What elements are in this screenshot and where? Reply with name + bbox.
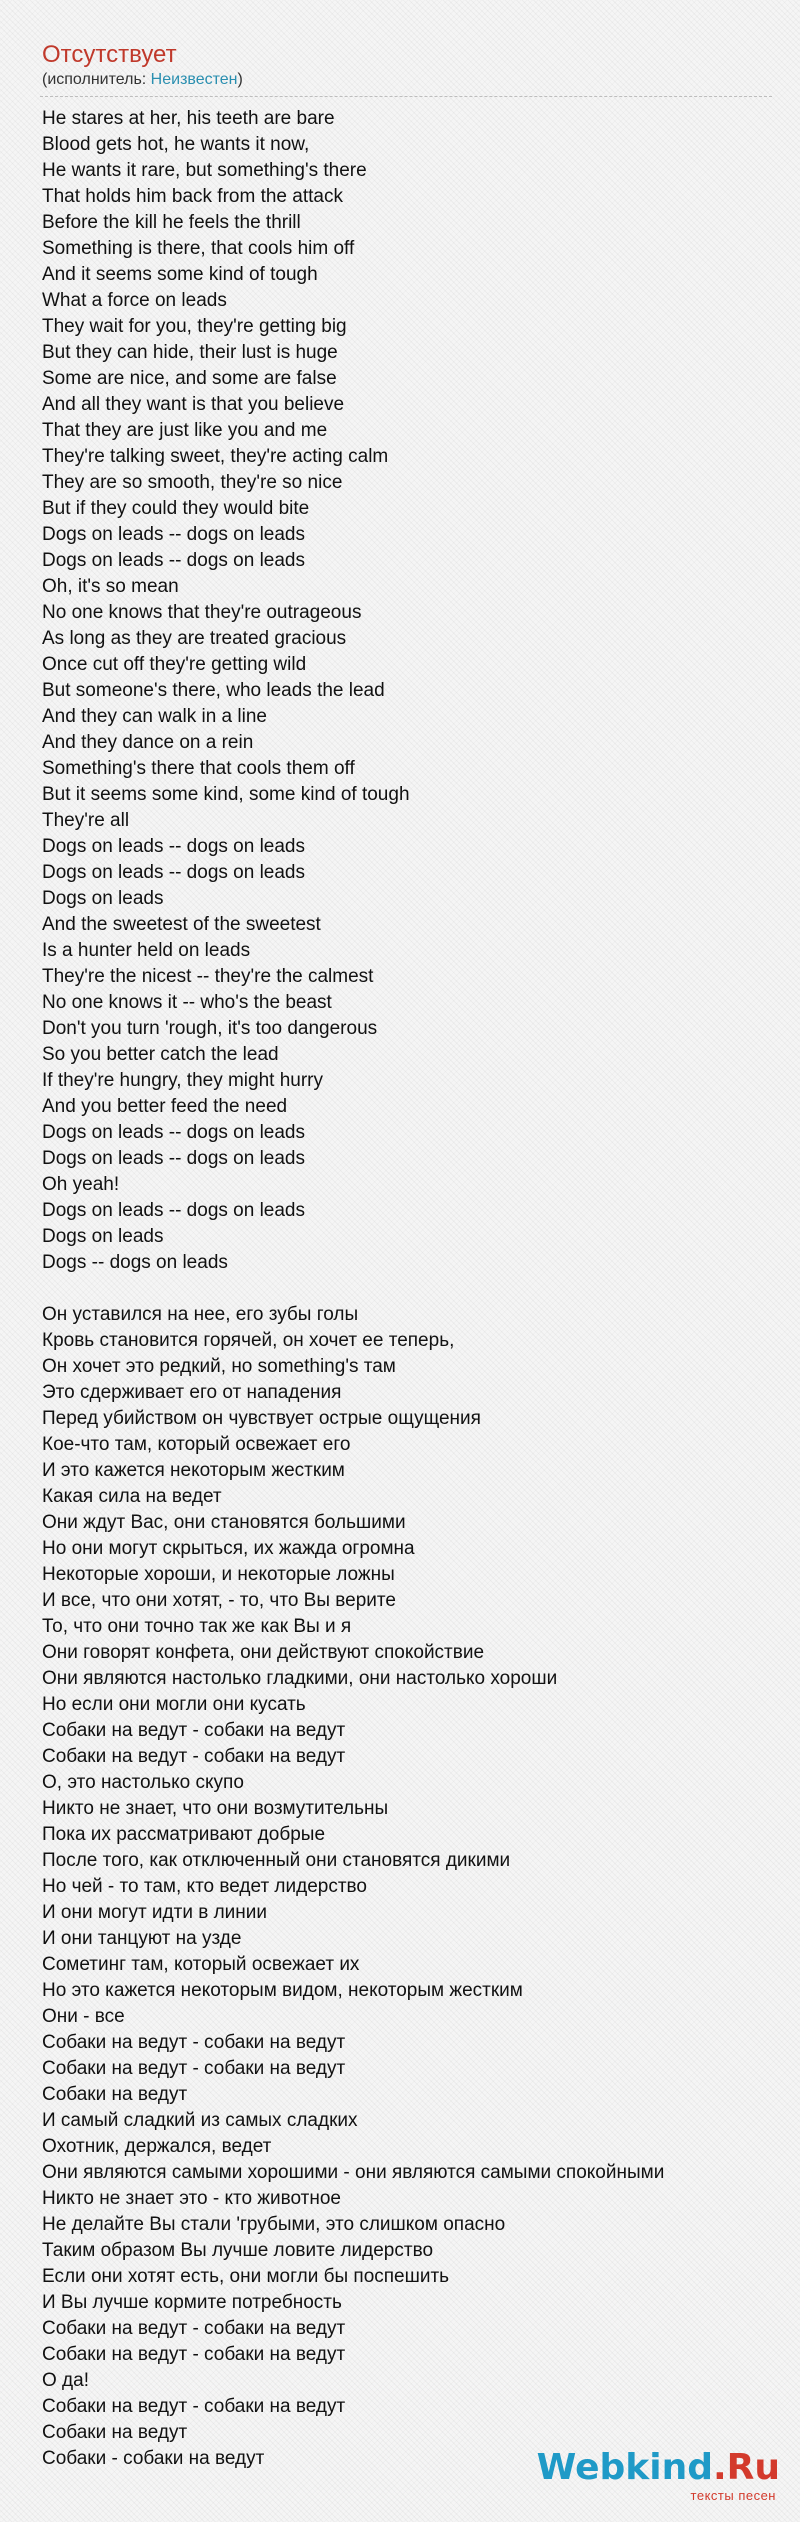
lyric-line: Собаки на ведут - собаки на ведут (42, 2344, 346, 2365)
lyric-line: But if they could they would bite (42, 498, 310, 519)
lyric-line: И Вы лучше кормите потребность (42, 2292, 342, 2313)
lyric-line: Something is there, that cools him off (42, 238, 355, 259)
lyric-line: Собаки на ведут - собаки на ведут (42, 1720, 346, 1741)
artist-suffix: ) (237, 71, 243, 88)
lyric-line: Собаки на ведут - собаки на ведут (42, 2318, 346, 2339)
lyric-line: Сометинг там, который освежает их (42, 1954, 360, 1975)
lyric-line: Кое-что там, который освежает его (42, 1434, 351, 1455)
lyric-line: Но это кажется некоторым видом, некоторым жестким (42, 1980, 523, 2001)
lyric-line: Охотник, держался, ведет (42, 2136, 272, 2157)
lyric-line: Собаки на ведут - собаки на ведут (42, 2058, 346, 2079)
lyric-line: После того, как отключенный они становятся дикими (42, 1850, 511, 1871)
lyric-line: He wants it rare, but something's there (42, 160, 367, 181)
lyric-line: Собаки на ведут (42, 2422, 188, 2443)
lyric-line: Dogs on leads -- dogs on leads (42, 862, 305, 883)
lyric-line: And you better feed the need (42, 1096, 288, 1117)
lyric-line: As long as they are treated gracious (42, 628, 347, 649)
lyric-line: Once cut off they're getting wild (42, 654, 307, 675)
lyric-line: What a force on leads (42, 290, 227, 311)
lyric-line: They're talking sweet, they're acting calm (42, 446, 389, 467)
lyric-line: And all they want is that you believe (42, 394, 345, 415)
lyric-line: Dogs on leads -- dogs on leads (42, 524, 305, 545)
lyric-line: Dogs on leads (42, 888, 164, 909)
lyric-line: They wait for you, they're getting big (42, 316, 347, 337)
lyric-line: Не делайте Вы стали 'грубыми, это слишком опасно (42, 2214, 506, 2235)
lyric-line: They're all (42, 810, 130, 831)
lyric-line: И самый сладкий из самых сладких (42, 2110, 358, 2131)
lyric-line: Dogs on leads -- dogs on leads (42, 1200, 305, 1221)
lyrics-russian (42, 1302, 772, 2472)
lyric-line: But they can hide, their lust is huge (42, 342, 338, 363)
lyric-line: Кровь становится горячей, он хочет ее теперь, (42, 1330, 455, 1351)
lyric-line: If they're hungry, they might hurry (42, 1070, 324, 1091)
lyric-line: Собаки на ведут - собаки на ведут (42, 2032, 346, 2053)
artist-link[interactable]: Неизвестен (150, 71, 238, 88)
lyric-line: И это кажется некоторым жестким (42, 1460, 345, 1481)
song-title: Отсутствует (42, 41, 177, 68)
lyric-line: Некоторые хороши, и некоторые ложны (42, 1564, 395, 1585)
lyric-line: Он уставился на нее, его зубы голы (42, 1304, 359, 1325)
lyric-line: Dogs on leads -- dogs on leads (42, 550, 305, 571)
lyric-line: Don't you turn 'rough, it's too dangerous (42, 1018, 378, 1039)
lyric-line: Это сдерживает его от нападения (42, 1382, 342, 1403)
artist-line (42, 70, 243, 90)
lyric-line: Если они хотят есть, они могли бы поспешить (42, 2266, 450, 2287)
lyric-line: То, что они точно так же как Вы и я (42, 1616, 352, 1637)
lyric-line: Собаки на ведут - собаки на ведут (42, 1746, 346, 1767)
lyric-line: No one knows it -- who's the beast (42, 992, 332, 1013)
lyric-line: Перед убийством он чувствует острые ощущения (42, 1408, 481, 1429)
lyric-line: And they can walk in a line (42, 706, 267, 727)
lyric-line: They are so smooth, they're so nice (42, 472, 343, 493)
lyric-line: Some are nice, and some are false (42, 368, 337, 389)
artist-prefix: (исполнитель: (42, 71, 151, 88)
lyric-line: Dogs -- dogs on leads (42, 1252, 228, 1273)
lyric-line: Они - все (42, 2006, 125, 2027)
lyric-line: И они могут идти в линии (42, 1902, 268, 1923)
lyric-line: И они танцуют на узде (42, 1928, 242, 1949)
lyric-line: Он хочет это редкий, но something's там (42, 1356, 396, 1377)
lyric-line: But someone's there, who leads the lead (42, 680, 385, 701)
lyric-line: Они ждут Вас, они становятся большими (42, 1512, 406, 1533)
lyric-line: Но чей - то там, кто ведет лидерство (42, 1876, 368, 1897)
lyric-line: Oh yeah! (42, 1174, 120, 1195)
lyric-line: Dogs on leads -- dogs on leads (42, 1148, 305, 1169)
lyric-line: Они являются самыми хорошими - они являются самыми спокойными (42, 2162, 665, 2183)
lyric-line: And they dance on a rein (42, 732, 254, 753)
lyric-line: Но если они могли они кусать (42, 1694, 306, 1715)
lyric-line: Blood gets hot, he wants it now, (42, 134, 310, 155)
lyric-line: Но они могут скрыться, их жажда огромна (42, 1538, 415, 1559)
stanza-gap (42, 1276, 772, 1302)
lyric-line: О да! (42, 2370, 89, 2391)
lyric-line: No one knows that they're outrageous (42, 602, 362, 623)
lyric-line: And the sweetest of the sweetest (42, 914, 321, 935)
lyric-line: Собаки - собаки на ведут (42, 2448, 265, 2469)
lyric-line: О, это настолько скупо (42, 1772, 244, 1793)
logo-tld-text: .Ru (712, 2447, 780, 2488)
lyric-line: Они являются настолько гладкими, они настолько хороши (42, 1668, 558, 1689)
lyric-line: Собаки на ведут - собаки на ведут (42, 2396, 346, 2417)
lyric-line: Dogs on leads (42, 1226, 164, 1247)
lyrics-block (42, 106, 772, 2472)
logo-main-text: Webkind (536, 2447, 713, 2488)
lyric-line: Is a hunter held on leads (42, 940, 251, 961)
lyric-line: They're the nicest -- they're the calmest (42, 966, 374, 987)
logo-subtitle: тексты песен (690, 2488, 776, 2503)
lyric-line: И все, что они хотят, - то, что Вы верите (42, 1590, 396, 1611)
lyric-line: So you better catch the lead (42, 1044, 279, 1065)
lyric-line: But it seems some kind, some kind of tough (42, 784, 410, 805)
lyric-line: He stares at her, his teeth are bare (42, 108, 335, 129)
lyric-line: Пока их рассматривают добрые (42, 1824, 326, 1845)
lyric-line: Собаки на ведут (42, 2084, 188, 2105)
lyric-line: Никто не знает это - кто животное (42, 2188, 341, 2209)
lyric-line: Oh, it's so mean (42, 576, 179, 597)
lyric-line: That they are just like you and me (42, 420, 328, 441)
lyric-line: Никто не знает, что они возмутительны (42, 1798, 389, 1819)
header-divider (40, 96, 772, 97)
lyric-line: Они говорят конфета, они действуют спокойствие (42, 1642, 485, 1663)
webkind-logo[interactable] (536, 2446, 780, 2516)
lyric-line: Какая сила на ведет (42, 1486, 222, 1507)
lyric-line: And it seems some kind of tough (42, 264, 318, 285)
lyric-line: That holds him back from the attack (42, 186, 343, 207)
lyrics-english (42, 106, 772, 1276)
lyric-line: Something's there that cools them off (42, 758, 355, 779)
lyric-line: Таким образом Вы лучше ловите лидерство (42, 2240, 434, 2261)
lyric-line: Dogs on leads -- dogs on leads (42, 836, 305, 857)
logo-wordmark (537, 2446, 780, 2490)
lyric-line: Before the kill he feels the thrill (42, 212, 301, 233)
lyric-line: Dogs on leads -- dogs on leads (42, 1122, 305, 1143)
